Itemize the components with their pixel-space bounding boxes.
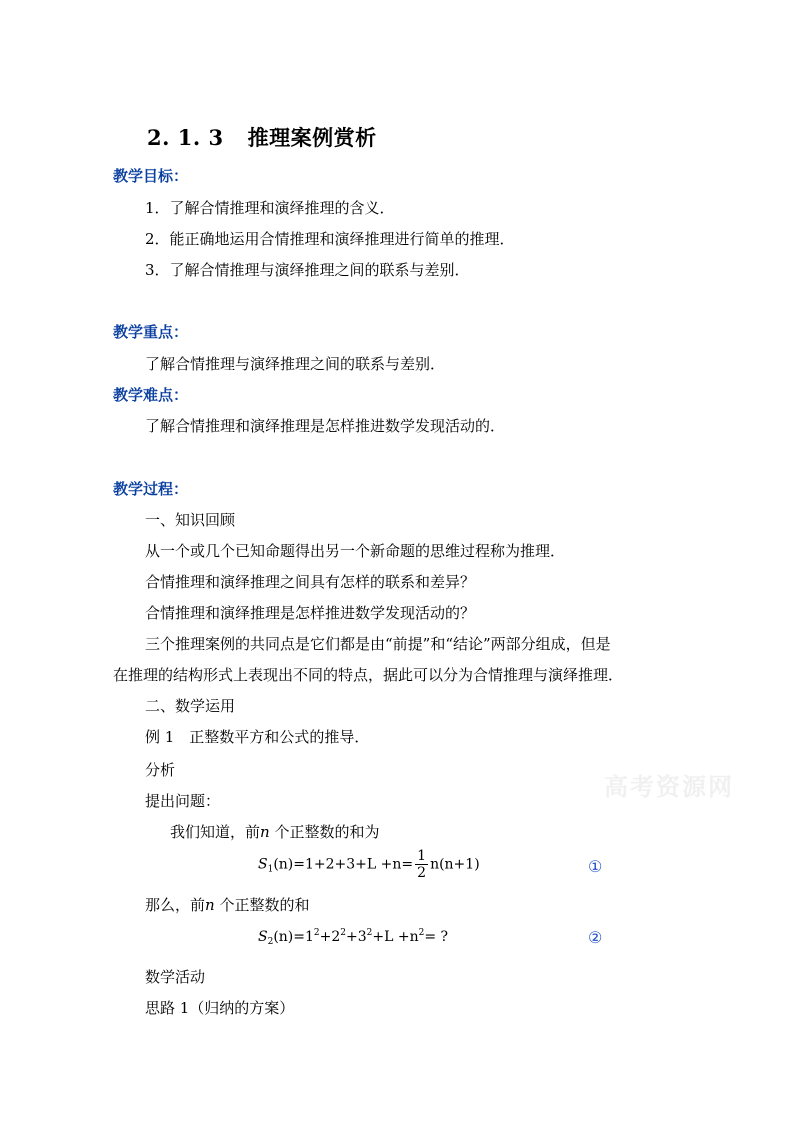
known-sentence [170,821,379,842]
watermark: 高考资源网 [604,772,734,801]
activity-label: 数学活动 [145,968,206,986]
fraction-denominator: 2 [417,865,427,881]
fraction-one-half [415,848,428,881]
var-n: n [205,896,215,914]
equation-marker: ① [588,857,603,876]
formula-exponent: 2 [313,928,320,938]
paragraph-line: 合情推理和演绎推理是怎样推进数学发现活动的？ [145,604,476,622]
formula-subscript: 2 [267,937,274,947]
formula-exponent: 2 [418,928,425,938]
section-number: 2. 1. 3 [147,125,224,150]
formula-lhs: (n)=1+2+3+L +n= [273,856,414,873]
objective-item: 2．能正确地运用合情推理和演绎推理进行简单的推理． [145,230,515,248]
known-text-post: 个正整数的和为 [274,823,380,841]
formula-term: +L +n [372,929,419,945]
question-label: 提出问题： [145,792,221,810]
formula-term: (n)=1 [273,929,314,945]
fraction-numerator: 1 [417,848,427,864]
difficulties-heading: 教学难点： [113,386,189,404]
objective-item: 1．了解合情推理和演绎推理的含义． [145,199,395,217]
formula-end: = ? [424,929,449,945]
idea-label: 思路 1（归纳的方案） [145,999,295,1017]
formula-sum [258,848,480,881]
section-heading-application: 二、数学运用 [145,697,236,715]
formula-rhs: n(n+1) [430,856,480,873]
then-text-pre: 那么，前 [145,896,206,914]
paragraph-line: 三个推理案例的共同点是它们都是由“前提”和“结论”两部分组成，但是 [145,635,611,653]
known-text-pre: 我们知道，前 [170,823,261,841]
formula-exponent: 2 [340,928,347,938]
then-text-post: 个正整数的和 [219,896,310,914]
var-n: n [260,823,270,841]
objective-item: 3．了解合情推理与演绎推理之间的联系与差别． [145,261,470,279]
then-sentence [145,894,309,915]
key-points-heading: 教学重点： [113,323,189,341]
difficulties-text: 了解合情推理和演绎推理是怎样推进数学发现活动的． [145,417,506,435]
analysis-label: 分析 [145,761,176,779]
paragraph-line: 在推理的结构形式上表现出不同的特点，据此可以分为合情推理与演绎推理． [113,666,624,684]
section-title: 推理案例赏析 [247,125,377,150]
formula-symbol: S [258,929,268,945]
process-heading: 教学过程： [113,480,189,498]
formula-subscript: 1 [267,864,274,875]
formula-term: +2 [319,929,341,945]
page-title [147,122,377,152]
equation-marker: ② [588,928,603,947]
section-heading-review: 一、知识回顾 [145,511,236,529]
formula-square-sum [258,928,448,947]
objectives-heading: 教学目标： [113,167,189,185]
paragraph-line: 合情推理和演绎推理之间具有怎样的联系和差异？ [145,573,476,591]
example-title: 例 1 正整数平方和公式的推导． [145,728,370,746]
formula-symbol: S [258,856,268,873]
key-points-text: 了解合情推理与演绎推理之间的联系与差别． [145,355,446,373]
formula-exponent: 2 [366,928,373,938]
paragraph-line: 从一个或几个已知命题得出另一个新命题的思维过程称为推理． [145,542,566,560]
formula-term: +3 [346,929,367,945]
